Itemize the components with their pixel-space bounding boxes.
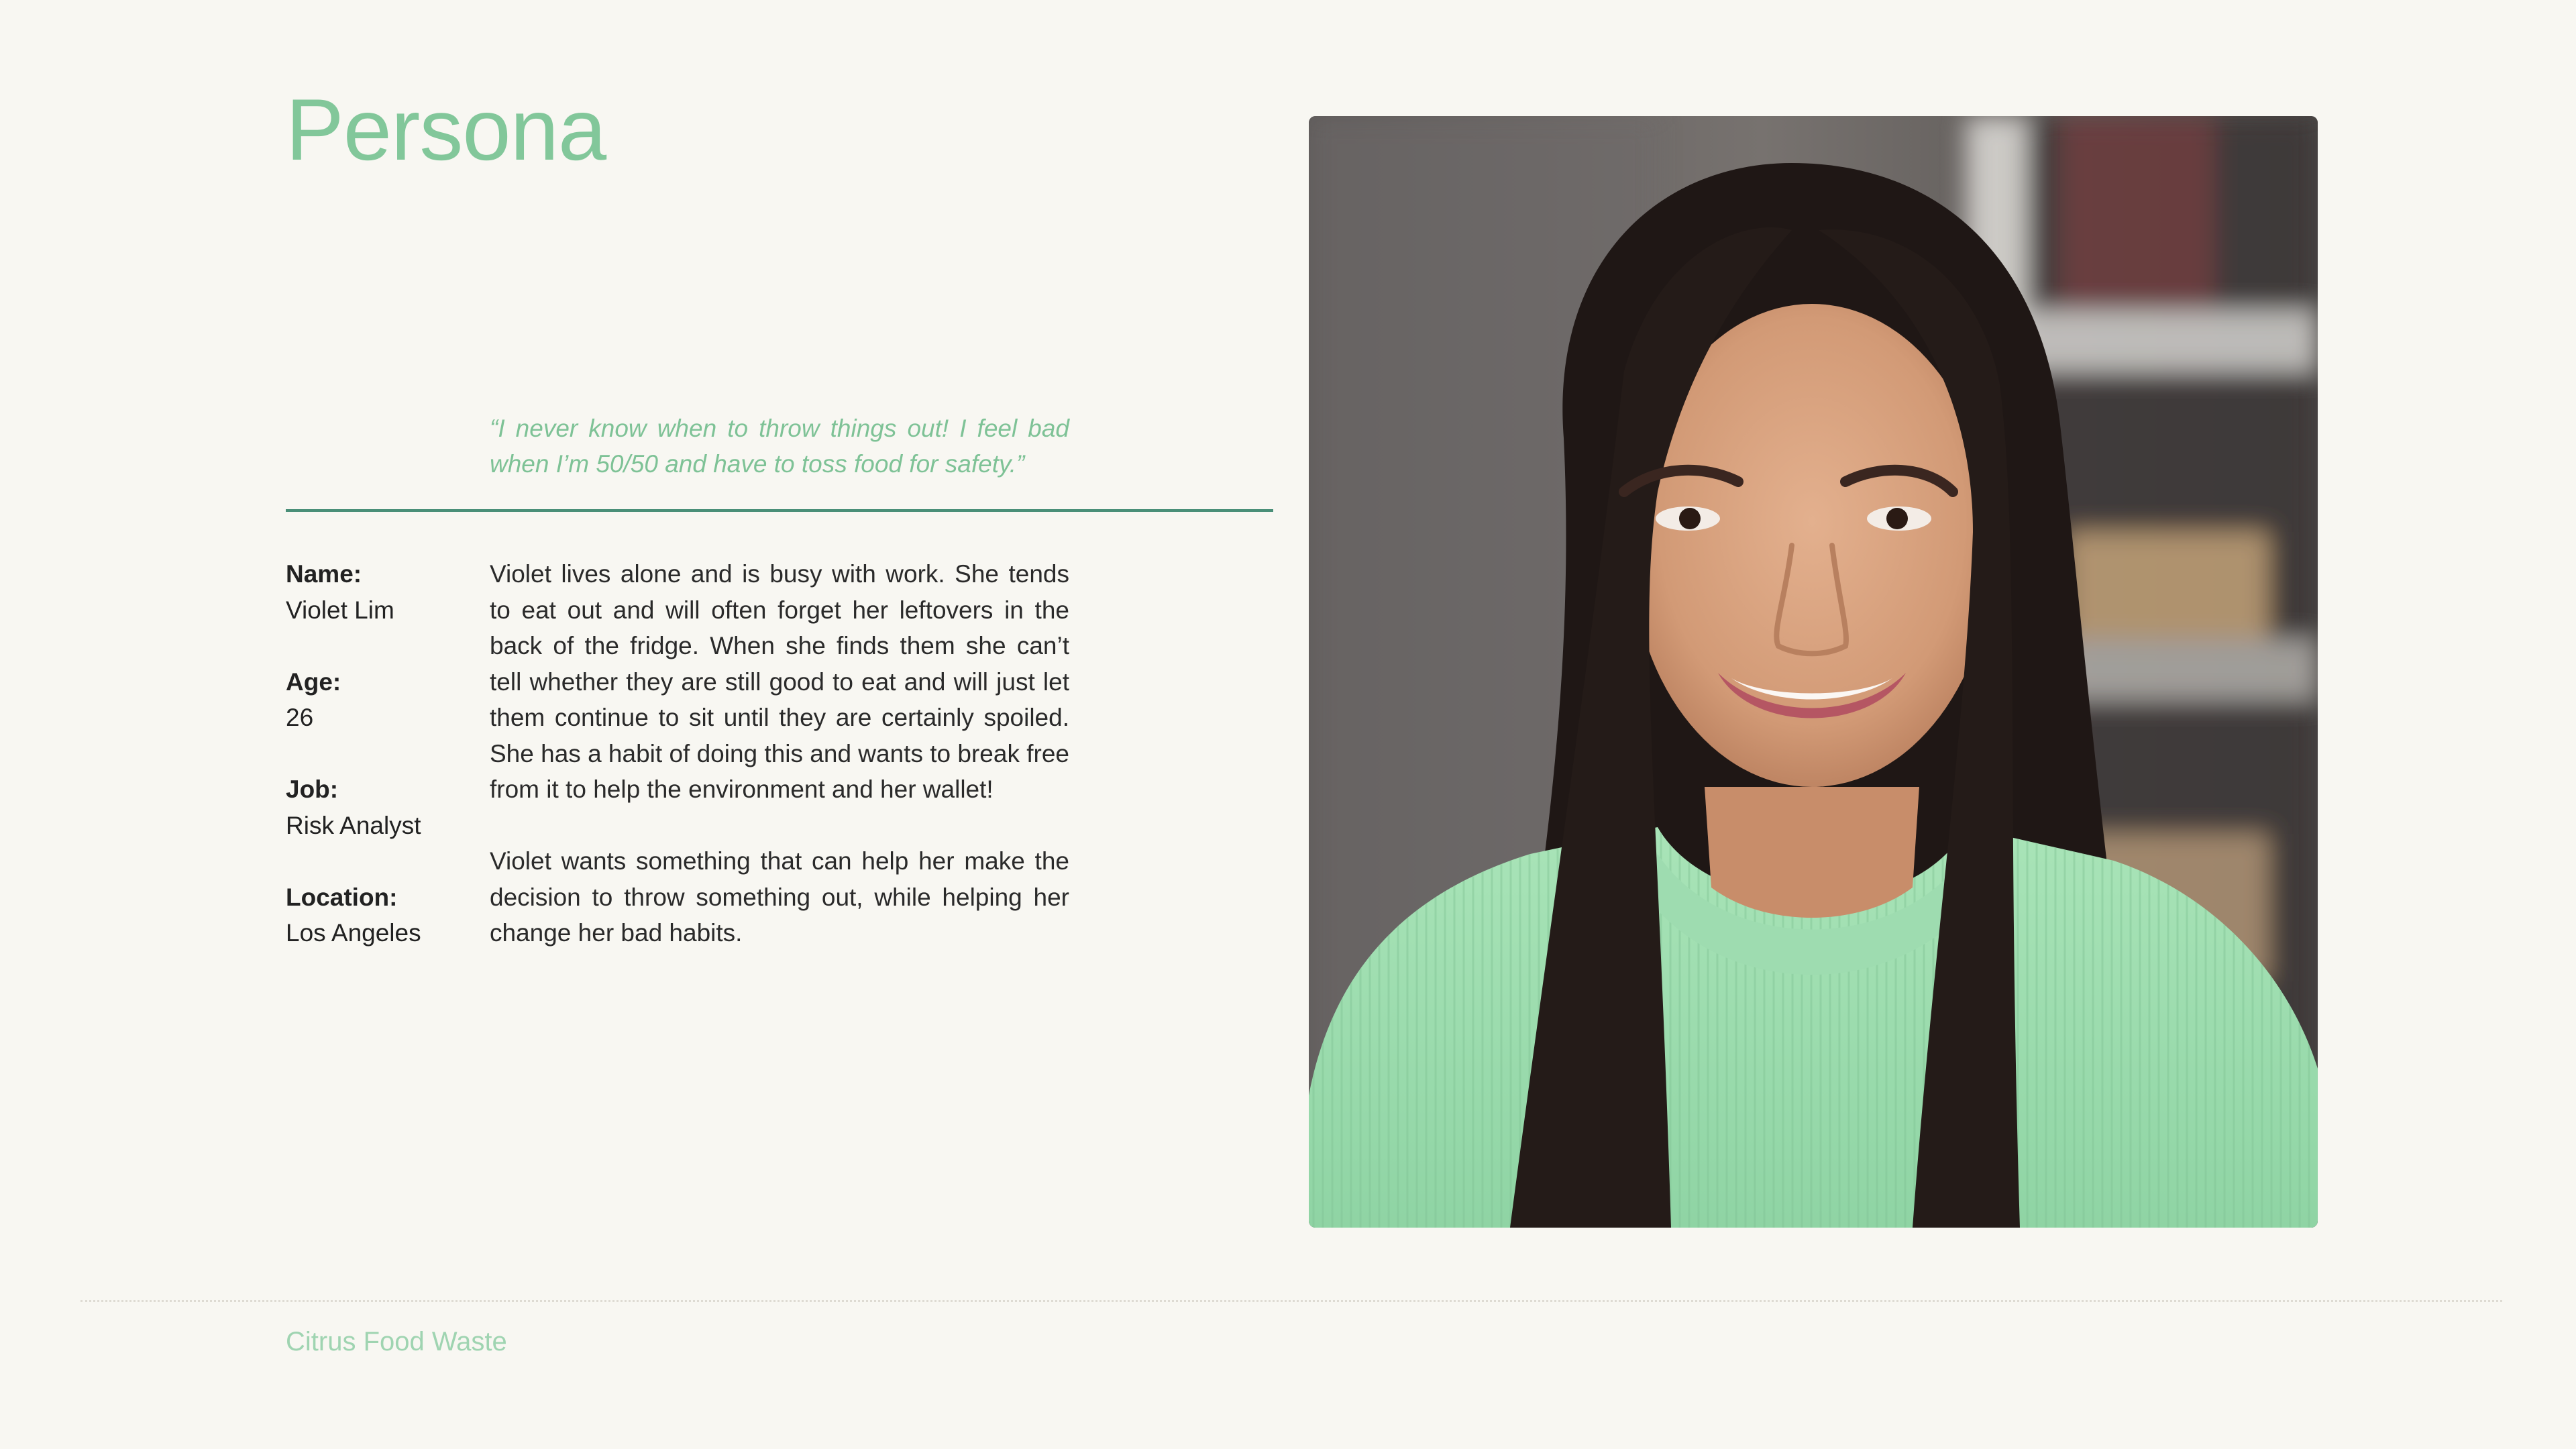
- detail-value: 26: [286, 704, 314, 731]
- detail-age: [286, 664, 480, 736]
- page-title: Persona: [286, 80, 606, 178]
- detail-job: [286, 771, 480, 843]
- detail-value: Violet Lim: [286, 596, 394, 624]
- persona-photo: [1309, 116, 2318, 1228]
- bio-paragraph: Violet wants something that can help her make the decision to throw something out, while helping her change her bad habits.: [490, 847, 1069, 947]
- persona-quote: “I never know when to throw things out! I feel bad when I’m 50/50 and have to toss food for safety.”: [490, 415, 1069, 478]
- footer-divider: [80, 1300, 2502, 1302]
- bio-paragraph: Violet lives alone and is busy with work. She tends to eat out and will often forget her leftovers in the back of the fridge. When she finds them she can’t tell whether they are still good to eat and will just let them continue to sit until they are certainly spoiled. She has a habit of doing this and wants to break free from it to help the environment and her wallet!: [490, 560, 1069, 803]
- detail-label: Age:: [286, 667, 341, 696]
- persona-bio: [490, 556, 1069, 987]
- detail-value: Risk Analyst: [286, 811, 421, 839]
- detail-label: Location:: [286, 883, 398, 911]
- detail-label: Name:: [286, 560, 362, 588]
- detail-name: [286, 556, 480, 628]
- footer-brand: Citrus Food Waste: [286, 1327, 507, 1356]
- portrait-illustration: [1309, 116, 2318, 1228]
- persona-details: [286, 556, 480, 987]
- detail-value: Los Angeles: [286, 919, 421, 947]
- detail-location: [286, 879, 480, 951]
- divider-rule: [286, 509, 1273, 512]
- detail-label: Job:: [286, 775, 339, 803]
